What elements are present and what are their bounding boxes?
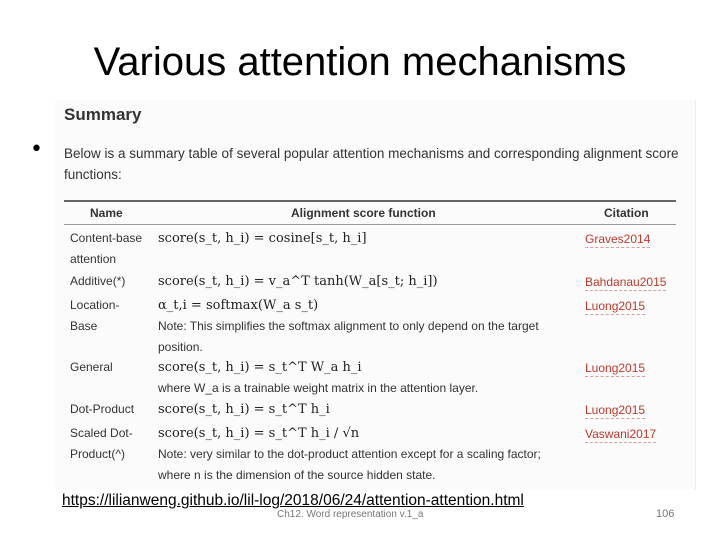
row-name: Dot-Product bbox=[70, 402, 135, 416]
row-formula: score(s_t, h_i) = s_t^T h_i bbox=[158, 402, 330, 417]
citation-link[interactable]: Vaswani2017 bbox=[585, 427, 657, 441]
table-header-rule bbox=[64, 224, 676, 225]
row-name: Location- Base bbox=[70, 298, 120, 333]
row-formula: score(s_t, h_i) = v_a^T tanh(W_a[s_t; h_i]) bbox=[158, 274, 438, 289]
row-name: Content-base attention bbox=[70, 231, 143, 266]
citation-link[interactable]: Bahdanau2015 bbox=[585, 275, 667, 289]
citation-link[interactable]: Luong2015 bbox=[585, 403, 646, 417]
summary-screenshot bbox=[55, 100, 696, 490]
row-name: General bbox=[70, 360, 113, 374]
row-name: Scaled Dot- Product(^) bbox=[70, 426, 133, 461]
summary-intro: Below is a summary table of several popular attention mechanisms and corresponding alignment score functions: bbox=[64, 146, 679, 182]
row-formula: score(s_t, h_i) = cosine[s_t, h_i] bbox=[158, 231, 367, 246]
header-score-function: Alignment score function bbox=[291, 206, 436, 220]
row-formula: score(s_t, h_i) = s_t^T h_i / √n Note: very similar to the dot-product attention except for a scaling factor; where n is the dimension of the source hidden state. bbox=[158, 426, 541, 482]
row-name: Additive(*) bbox=[70, 274, 126, 288]
row-formula: score(s_t, h_i) = s_t^T W_a h_i where W_a is a trainable weight matrix in the attention layer. bbox=[158, 360, 479, 395]
source-link[interactable]: https://lilianweng.github.io/lil-log/2018/06/24/attention-attention.html bbox=[62, 492, 524, 509]
slide-title: Various attention mechanisms bbox=[93, 40, 627, 84]
citation-link[interactable]: Luong2015 bbox=[585, 361, 646, 375]
citation-link[interactable]: Luong2015 bbox=[585, 299, 646, 313]
header-citation: Citation bbox=[604, 206, 649, 220]
bullet-marker: • bbox=[30, 137, 43, 162]
citation-link[interactable]: Graves2014 bbox=[585, 232, 651, 246]
summary-heading: Summary bbox=[64, 105, 142, 124]
slide-footer: Ch12. Word representation v.1_a bbox=[277, 509, 424, 520]
row-formula: α_t,i = softmax(W_a s_t) Note: This simplifies the softmax alignment to only depend on the target position. bbox=[158, 298, 539, 354]
header-name: Name bbox=[90, 206, 123, 220]
page-number: 106 bbox=[656, 508, 675, 520]
table-top-rule bbox=[64, 200, 676, 202]
